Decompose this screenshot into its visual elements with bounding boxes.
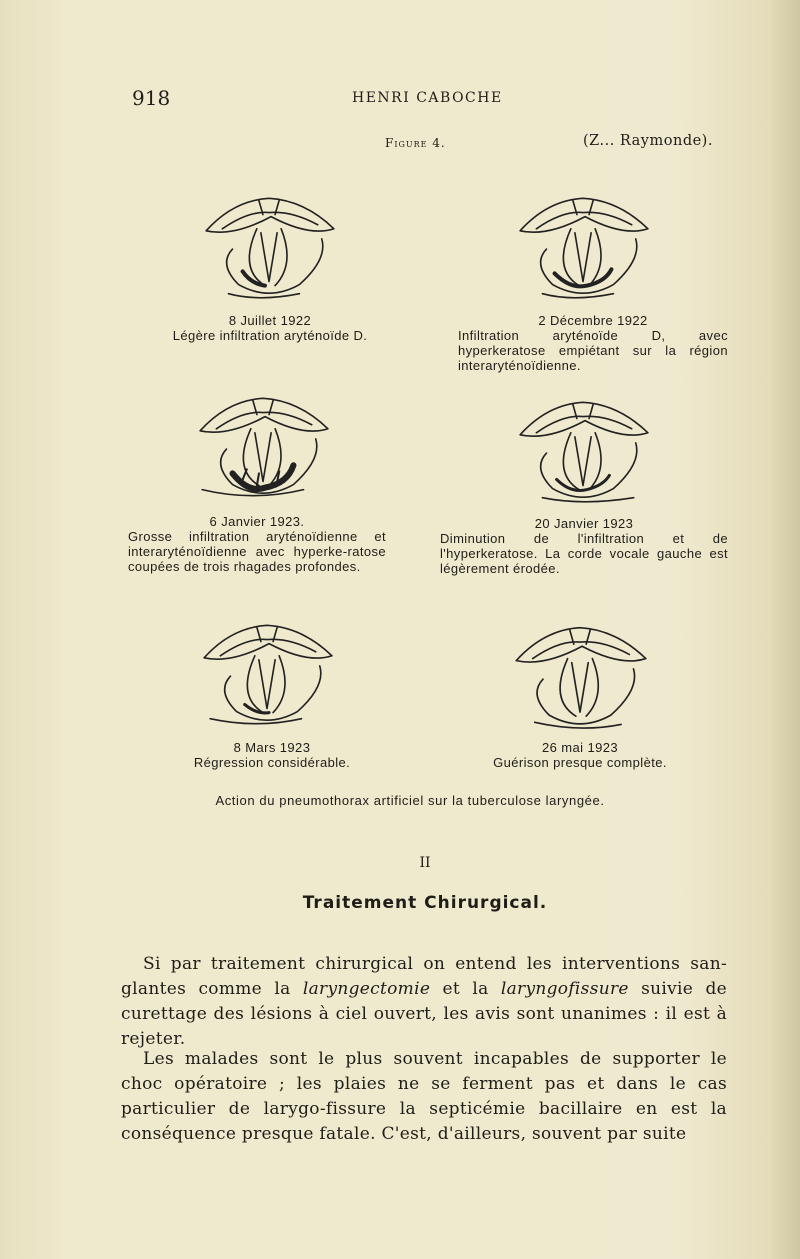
- section-title: Traitement Chirurgical.: [302, 893, 548, 913]
- panel-1-description: Légère infiltration aryténoïde D.: [172, 328, 368, 343]
- paragraph-1-emphasis-2: laryngofissure: [500, 979, 629, 999]
- paragraph-2-text: Les malades sont le plus souvent incapables de supporter le choc opératoire ; les plaies ne se ferment pas et dans le cas particulier de larygo-fissure la septicémie bacillaire en est la conséquence presque fatale. C'est, d'ailleurs, souvent par suite: [121, 1049, 727, 1144]
- panel-3-caption: [128, 514, 386, 574]
- panel-5-description: Régression considérable.: [193, 755, 351, 770]
- figure-title: Action du pneumothorax artificiel sur la tuberculose laryngée.: [215, 793, 605, 808]
- paragraph-1-text-b: et la: [430, 979, 501, 999]
- figure-label: Figure 4.: [385, 136, 446, 150]
- panel-6-date: 26 mai 1923: [542, 740, 618, 755]
- panel-4-date: 20 Janvier 1923: [534, 516, 634, 531]
- larynx-drawing-1: [198, 188, 340, 300]
- larynx-drawing-3: [192, 388, 334, 500]
- panel-4-caption: [440, 516, 728, 576]
- panel-4-description: Diminution de l'infiltration et de l'hyperkeratose. La corde vocale gauche est légèrement érodée.: [440, 531, 728, 576]
- panel-2-description: Infiltration aryténoïde D, avec hyperkeratose empiétant sur la région interaryténoïdienne.: [458, 328, 728, 373]
- panel-1-caption: [144, 313, 396, 343]
- page-header: [0, 86, 800, 112]
- paragraph-1: [121, 952, 727, 1052]
- running-title: HENRI CABOCHE: [352, 90, 503, 106]
- panel-2-caption: [458, 313, 728, 373]
- panel-1-date: 8 Juillet 1922: [228, 313, 312, 328]
- panel-5-date: 8 Mars 1923: [233, 740, 311, 755]
- panel-6-caption: [440, 740, 720, 770]
- page-number: 918: [132, 86, 171, 110]
- paragraph-1-emphasis-1: laryngectomie: [302, 979, 431, 999]
- section-number: II: [419, 855, 431, 871]
- larynx-drawing-6: [508, 616, 652, 732]
- panel-3-description: Grosse infiltration aryténoïdienne et interaryténoïdienne avec hyperke-ratose coupées de trois rhagades profondes.: [128, 529, 386, 574]
- paragraph-1-text-c: suivie de curettage des lésions à ciel ouvert, les avis sont unanimes : il est à rejeter.: [121, 979, 727, 1049]
- panel-6-description: Guérison presque complète.: [493, 755, 667, 770]
- larynx-drawing-4: [512, 392, 654, 504]
- larynx-drawing-5: [196, 612, 338, 730]
- paragraph-1-text-a: Si par traitement chirurgical on entend les interventions san-glantes comme la: [121, 954, 727, 999]
- figure-patient: (Z... Raymonde).: [583, 133, 713, 149]
- larynx-drawing-2: [512, 188, 654, 300]
- panel-2-date: 2 Décembre 1922: [538, 313, 648, 328]
- panel-5-caption: [152, 740, 392, 770]
- paragraph-2: [121, 1047, 727, 1147]
- panel-3-date: 6 Janvier 1923.: [209, 514, 305, 529]
